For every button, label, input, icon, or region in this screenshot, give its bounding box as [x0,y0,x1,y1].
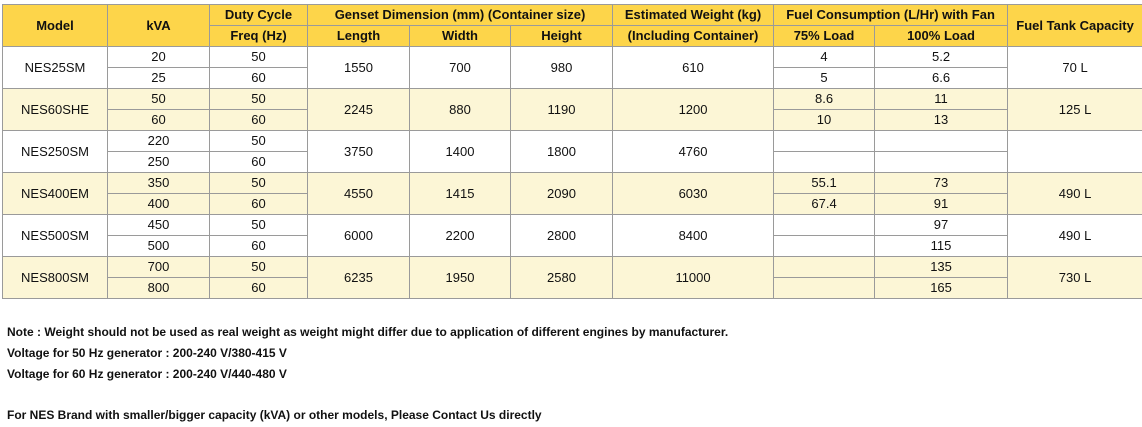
fuel-75-cell [774,131,875,152]
tank-cell [1008,131,1142,173]
length-cell: 6235 [308,257,410,299]
fuel-75-cell: 55.1 [774,173,875,194]
freq-cell: 50 [210,257,308,278]
freq-cell: 50 [210,47,308,68]
fuel-100-cell: 165 [875,278,1008,299]
freq-cell: 60 [210,68,308,89]
freq-cell: 50 [210,89,308,110]
length-cell: 2245 [308,89,410,131]
length-cell: 4550 [308,173,410,215]
fuel-100-cell: 6.6 [875,68,1008,89]
model-cell: NES800SM [3,257,108,299]
kva-cell: 50 [108,89,210,110]
tank-cell: 490 L [1008,173,1142,215]
weight-cell: 8400 [613,215,774,257]
table-row [3,257,1142,278]
contact-note: For NES Brand with smaller/bigger capacity (kVA) or other models, Please Contact Us directly [7,408,542,422]
weight-cell: 610 [613,47,774,89]
model-cell: NES25SM [3,47,108,89]
table-row [3,173,1142,194]
header-dimension: Genset Dimension (mm) (Container size) [308,5,613,26]
table-row [3,215,1142,236]
voltage-60hz-note: Voltage for 60 Hz generator : 200-240 V/440-480 V [7,367,287,381]
freq-cell: 50 [210,131,308,152]
weight-cell: 4760 [613,131,774,173]
kva-cell: 800 [108,278,210,299]
tank-cell: 490 L [1008,215,1142,257]
header-tank: Fuel Tank Capacity [1008,5,1142,47]
width-cell: 700 [410,47,511,89]
fuel-75-cell [774,152,875,173]
kva-cell: 20 [108,47,210,68]
fuel-100-cell: 73 [875,173,1008,194]
width-cell: 880 [410,89,511,131]
freq-cell: 50 [210,215,308,236]
header-height: Height [511,26,613,47]
spec-table [2,4,1142,299]
width-cell: 2200 [410,215,511,257]
fuel-75-cell [774,257,875,278]
fuel-100-cell: 11 [875,89,1008,110]
voltage-50hz-note: Voltage for 50 Hz generator : 200-240 V/380-415 V [7,346,287,360]
width-cell: 1950 [410,257,511,299]
kva-cell: 220 [108,131,210,152]
fuel-75-cell: 67.4 [774,194,875,215]
header-width: Width [410,26,511,47]
header-load-75: 75% Load [774,26,875,47]
tank-cell: 125 L [1008,89,1142,131]
kva-cell: 25 [108,68,210,89]
fuel-100-cell: 115 [875,236,1008,257]
freq-cell: 60 [210,278,308,299]
fuel-100-cell: 135 [875,257,1008,278]
kva-cell: 350 [108,173,210,194]
kva-cell: 250 [108,152,210,173]
model-cell: NES400EM [3,173,108,215]
height-cell: 2090 [511,173,613,215]
width-cell: 1415 [410,173,511,215]
model-cell: NES60SHE [3,89,108,131]
height-cell: 2580 [511,257,613,299]
width-cell: 1400 [410,131,511,173]
weight-note: Note : Weight should not be used as real weight as weight might differ due to application of different engines by manufacturer. [7,325,729,339]
model-cell: NES500SM [3,215,108,257]
kva-cell: 700 [108,257,210,278]
freq-cell: 50 [210,173,308,194]
fuel-75-cell: 4 [774,47,875,68]
fuel-75-cell [774,278,875,299]
kva-cell: 60 [108,110,210,131]
fuel-100-cell: 13 [875,110,1008,131]
fuel-75-cell: 8.6 [774,89,875,110]
weight-cell: 1200 [613,89,774,131]
header-duty-cycle: Duty Cycle [210,5,308,26]
height-cell: 2800 [511,215,613,257]
notes [7,322,728,426]
fuel-100-cell: 97 [875,215,1008,236]
header-freq: Freq (Hz) [210,26,308,47]
length-cell: 1550 [308,47,410,89]
table-row [3,47,1142,68]
length-cell: 6000 [308,215,410,257]
header-fuel: Fuel Consumption (L/Hr) with Fan [774,5,1008,26]
kva-cell: 500 [108,236,210,257]
kva-cell: 400 [108,194,210,215]
freq-cell: 60 [210,236,308,257]
header-weight-sub: (Including Container) [613,26,774,47]
height-cell: 980 [511,47,613,89]
freq-cell: 60 [210,110,308,131]
header-length: Length [308,26,410,47]
fuel-75-cell: 5 [774,68,875,89]
table-row [3,89,1142,110]
length-cell: 3750 [308,131,410,173]
weight-cell: 6030 [613,173,774,215]
fuel-75-cell: 10 [774,110,875,131]
tank-cell: 70 L [1008,47,1142,89]
weight-cell: 11000 [613,257,774,299]
fuel-100-cell [875,152,1008,173]
fuel-100-cell: 91 [875,194,1008,215]
tank-cell: 730 L [1008,257,1142,299]
fuel-75-cell [774,215,875,236]
kva-cell: 450 [108,215,210,236]
header-load-100: 100% Load [875,26,1008,47]
fuel-75-cell [774,236,875,257]
table-row [3,131,1142,152]
fuel-100-cell: 5.2 [875,47,1008,68]
header-weight: Estimated Weight (kg) [613,5,774,26]
freq-cell: 60 [210,152,308,173]
height-cell: 1190 [511,89,613,131]
height-cell: 1800 [511,131,613,173]
freq-cell: 60 [210,194,308,215]
fuel-100-cell [875,131,1008,152]
header-kva: kVA [108,5,210,47]
model-cell: NES250SM [3,131,108,173]
header-model: Model [3,5,108,47]
